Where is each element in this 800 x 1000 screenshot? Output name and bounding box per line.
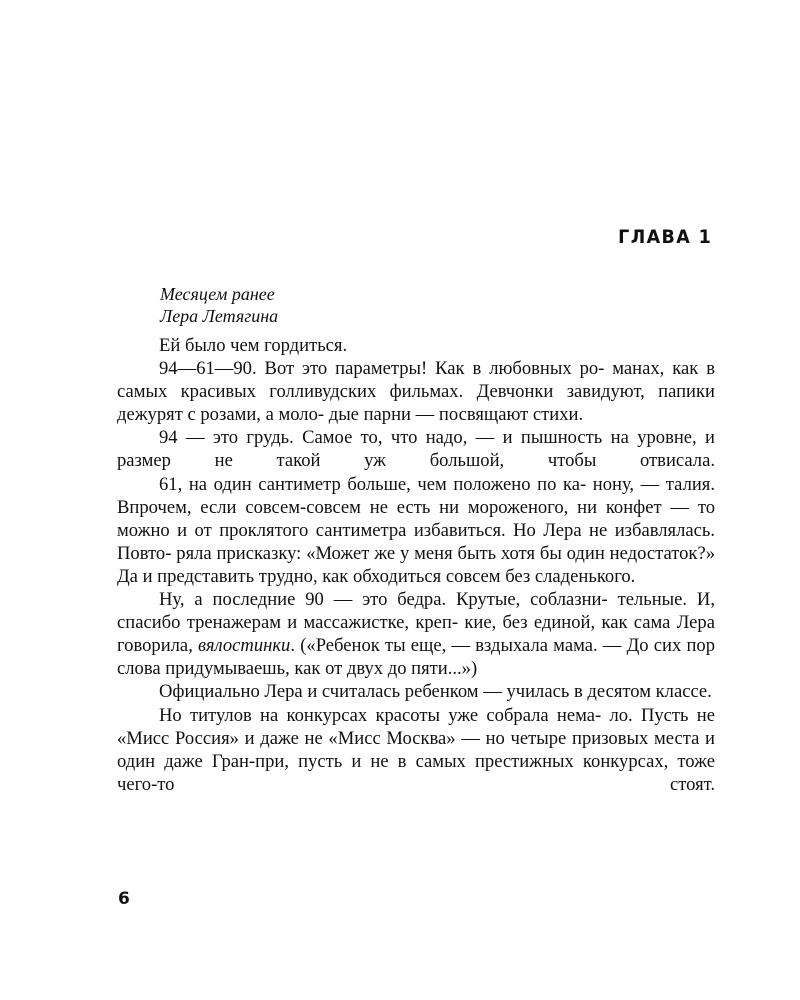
epigraph-character: Лера Летягина <box>160 306 279 326</box>
text-line: Ей было чем гордиться. <box>159 335 348 356</box>
text-line: ло. Пусть не «Мисс Россия» и даже не «Мисс Москва» — <box>117 704 715 749</box>
paragraph <box>117 357 715 426</box>
text-line: совсем без сладенького. <box>445 565 636 587</box>
text-line: сантиметра избавиться. Но Лера не избавлялась. Повто- <box>117 519 715 564</box>
page-number: 6 <box>118 889 130 909</box>
text-line: уровне, и размер не такой уж большой, чтобы отвисала. <box>117 427 716 472</box>
text-line: тельные. И, спасибо тренажерам и массажистке, креп- <box>117 589 715 634</box>
text-line: но четыре призовых места и один даже Гран-при, пусть <box>117 727 715 772</box>
text-line: нону, — талия. Впрочем, если совсем-совсем не есть ни <box>117 473 716 518</box>
text-line: Официально Лера и считалась ребенком — училась в <box>159 681 583 703</box>
text-line: недостаток?» Да и представить трудно, как обходиться <box>117 542 715 587</box>
text-line: 94—61—90. Вот это параметры! Как в любовных ро- <box>159 358 605 380</box>
chapter-title: ГЛАВА 1 <box>618 226 712 248</box>
text-line: дые парни — посвящают стихи. <box>328 404 584 426</box>
paragraph <box>117 680 715 703</box>
text-line: Ну, а последние 90 — это бедра. Крутые, соблазни- <box>159 589 608 611</box>
epigraph <box>160 283 278 327</box>
text-line: мороженого, ни конфет — то можно и от проклятого <box>117 496 716 541</box>
paragraph <box>117 473 715 588</box>
text-line: ряла присказку: «Может же у меня быть хотя бы один <box>176 542 605 564</box>
text-line: . <box>290 635 296 657</box>
paragraph <box>117 426 715 472</box>
text-line: придумываешь, как от двух до пяти...») <box>165 658 478 680</box>
paragraph <box>117 588 715 680</box>
paragraph <box>117 704 715 796</box>
epigraph-time: Месяцем ранее <box>160 284 275 304</box>
text-line: и не в самых престижных конкурсах, тоже чего-то стоят. <box>117 750 715 795</box>
text-line: кие, без единой, как сама Лера говорила, <box>117 612 715 657</box>
emphasized-word: вялостинки <box>198 635 291 657</box>
text-line: манах, как в самых красивых голливудских фильмах. <box>117 358 715 403</box>
paragraph <box>117 334 715 357</box>
chapter-body-text <box>117 334 715 796</box>
text-line: Но титулов на конкурсах красоты уже собрала нема- <box>159 704 602 726</box>
text-line: десятом классе. <box>587 681 712 703</box>
text-line: 94 — это грудь. Самое то, что надо, — и пышность на <box>159 427 629 449</box>
text-line: Девчонки завидуют, папики дежурят с розами, а моло- <box>117 381 715 426</box>
text-line: 61, на один сантиметр больше, чем положено по ка- <box>159 473 587 495</box>
text-line: («Ребенок ты еще, — вздыхала мама. — До сих пор слова <box>117 635 715 680</box>
